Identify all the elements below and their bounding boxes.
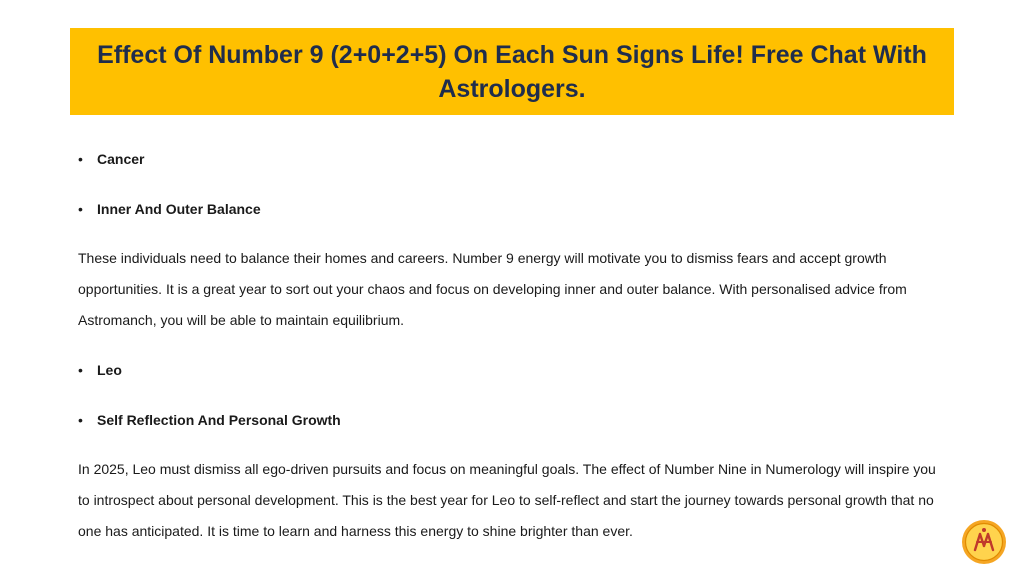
bullet-cancer xyxy=(78,150,144,168)
paragraph-cancer: These individuals need to balance their homes and careers. Number 9 energy will motivate you to dismiss fears and accept growth opportunities. It is a great year to sort out your chaos and focus on developing inner and outer balance. With personalised advice from Astromanch, you will be able to maintain equilibrium. xyxy=(78,250,907,328)
title-banner xyxy=(70,28,954,115)
bullet-leo-theme xyxy=(78,411,341,429)
bullet-dot: • xyxy=(78,151,83,167)
paragraph-leo: In 2025, Leo must dismiss all ego-driven pursuits and focus on meaningful goals. The effect of Number Nine in Numerology will inspire you to introspect about personal development. This is the best year for Leo to self-reflect and start the journey towards personal growth that no one has anticipated. It is time to learn and harness this energy to shine brighter than ever. xyxy=(78,461,936,539)
bullet-dot: • xyxy=(78,201,83,217)
bullet-leo xyxy=(78,361,122,379)
theme-heading-cancer: Inner And Outer Balance xyxy=(97,201,261,217)
bullet-cancer-theme xyxy=(78,200,261,218)
sign-heading-cancer: Cancer xyxy=(97,151,145,167)
bullet-dot: • xyxy=(78,362,83,378)
page-title: Effect Of Number 9 (2+0+2+5) On Each Sun Signs Life! Free Chat With Astrologers. xyxy=(97,40,927,103)
bullet-dot: • xyxy=(78,412,83,428)
theme-heading-leo: Self Reflection And Personal Growth xyxy=(97,412,341,428)
sign-heading-leo: Leo xyxy=(97,362,122,378)
astromanch-logo-icon xyxy=(961,519,1007,565)
